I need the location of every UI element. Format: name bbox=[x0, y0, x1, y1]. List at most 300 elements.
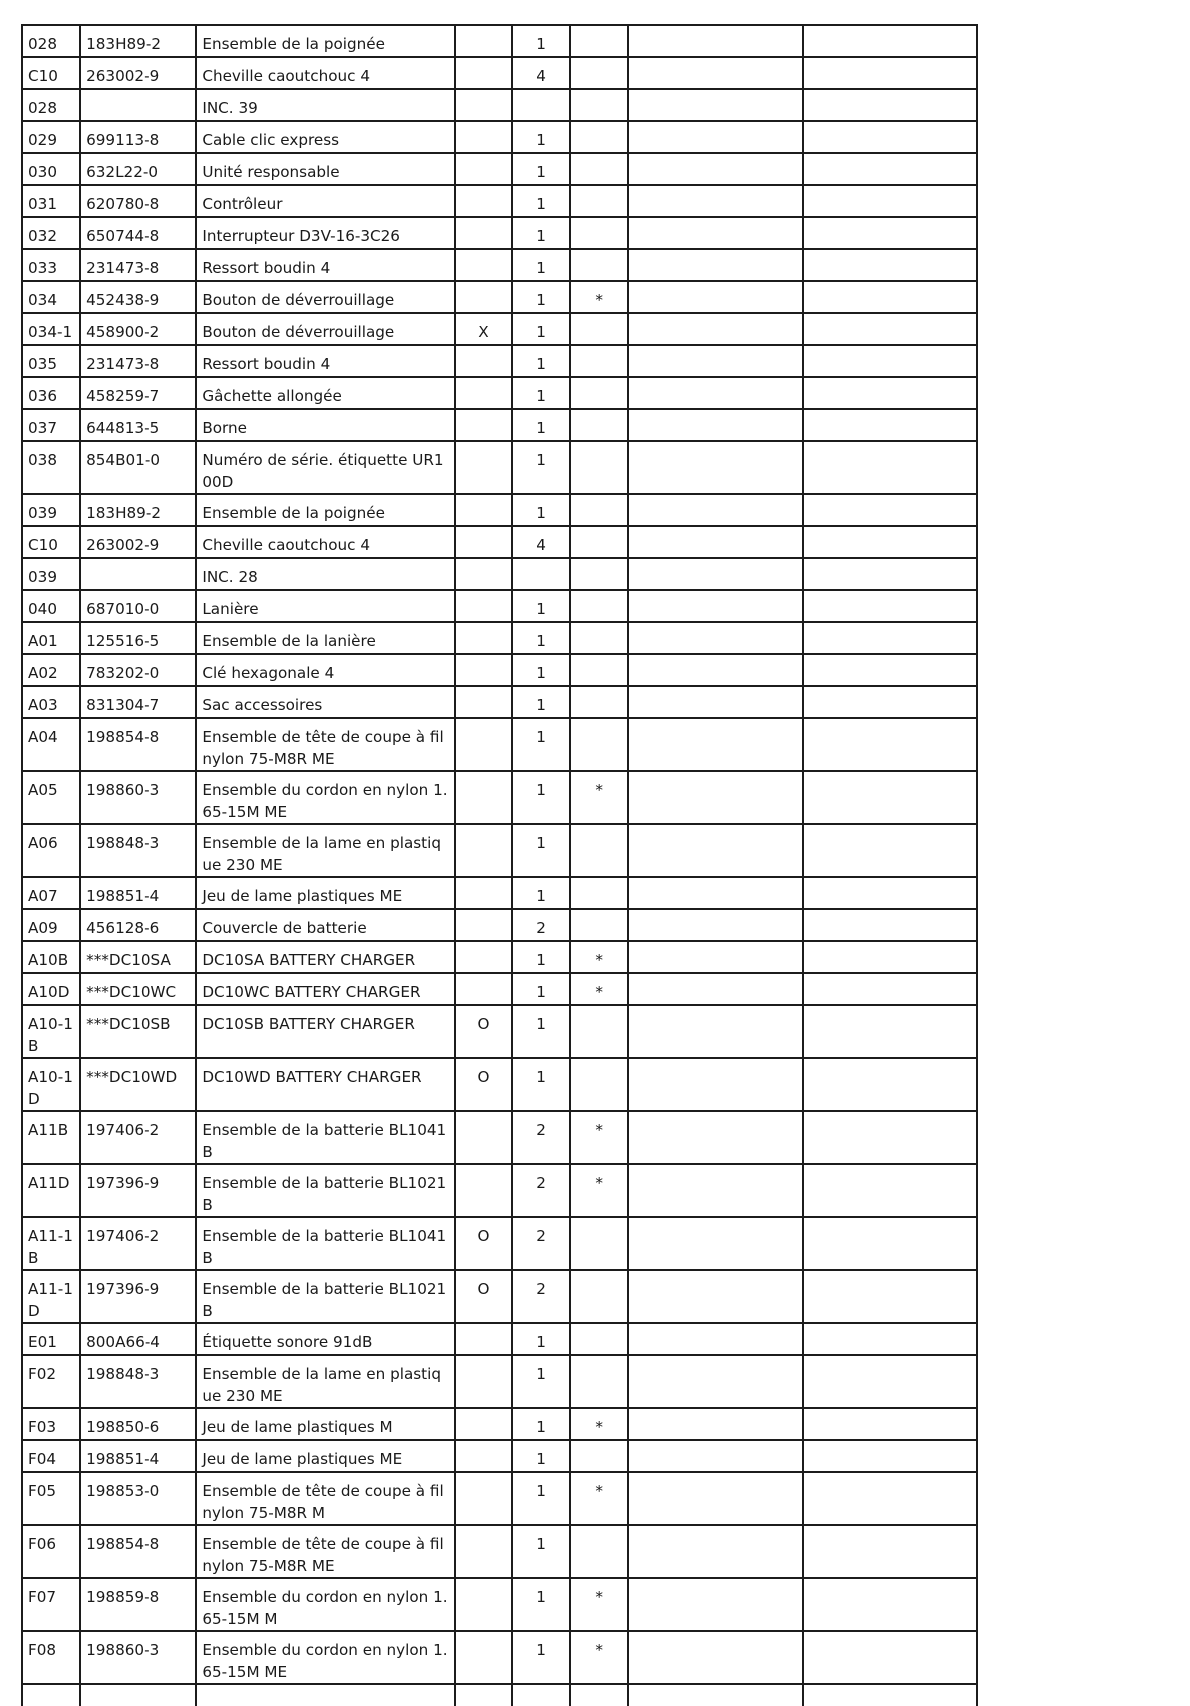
substitution-mark bbox=[455, 558, 512, 590]
part-number: 699113-8 bbox=[80, 121, 196, 153]
blank-cell bbox=[628, 1578, 802, 1631]
blank-cell bbox=[628, 1631, 802, 1684]
part-number: ***DC10WD bbox=[80, 1058, 196, 1111]
part-number bbox=[80, 89, 196, 121]
part-number: 231473-8 bbox=[80, 345, 196, 377]
part-description: Jeu de lame plastiques M bbox=[196, 1408, 455, 1440]
blank-cell bbox=[803, 1323, 977, 1355]
part-description: Ensemble de la lanière bbox=[196, 622, 455, 654]
item-ref: 036 bbox=[22, 377, 80, 409]
blank-cell bbox=[80, 1684, 196, 1706]
part-number: 198850-6 bbox=[80, 1408, 196, 1440]
item-ref: F05 bbox=[22, 1472, 80, 1525]
blank-cell bbox=[628, 281, 802, 313]
blank-cell bbox=[803, 313, 977, 345]
item-ref: E01 bbox=[22, 1323, 80, 1355]
table-row bbox=[22, 1440, 977, 1472]
note-mark bbox=[570, 1440, 628, 1472]
substitution-mark bbox=[455, 1323, 512, 1355]
substitution-mark bbox=[455, 590, 512, 622]
quantity: 1 bbox=[512, 494, 570, 526]
table-row bbox=[22, 654, 977, 686]
note-mark bbox=[570, 909, 628, 941]
substitution-mark bbox=[455, 281, 512, 313]
blank-cell bbox=[803, 941, 977, 973]
part-number: 263002-9 bbox=[80, 57, 196, 89]
table-row bbox=[22, 1525, 977, 1578]
blank-cell bbox=[803, 973, 977, 1005]
note-mark bbox=[570, 121, 628, 153]
part-number: 197396-9 bbox=[80, 1164, 196, 1217]
part-description: Étiquette sonore 91dB bbox=[196, 1323, 455, 1355]
quantity bbox=[512, 89, 570, 121]
part-description: Lanière bbox=[196, 590, 455, 622]
item-ref: A07 bbox=[22, 877, 80, 909]
blank-cell bbox=[628, 622, 802, 654]
blank-cell bbox=[803, 590, 977, 622]
note-mark bbox=[570, 1355, 628, 1408]
table-row bbox=[22, 558, 977, 590]
note-mark: * bbox=[570, 771, 628, 824]
substitution-mark bbox=[455, 1631, 512, 1684]
item-ref: 040 bbox=[22, 590, 80, 622]
blank-cell bbox=[628, 1440, 802, 1472]
table-row bbox=[22, 718, 977, 771]
item-ref: 034 bbox=[22, 281, 80, 313]
quantity: 1 bbox=[512, 1578, 570, 1631]
blank-cell bbox=[628, 313, 802, 345]
quantity: 1 bbox=[512, 1355, 570, 1408]
part-description: Ensemble du cordon en nylon 1.65-15M ME bbox=[196, 1631, 455, 1684]
table-row bbox=[22, 877, 977, 909]
substitution-mark bbox=[455, 654, 512, 686]
substitution-mark bbox=[455, 1525, 512, 1578]
part-description: Interrupteur D3V-16-3C26 bbox=[196, 217, 455, 249]
part-description: Couvercle de batterie bbox=[196, 909, 455, 941]
item-ref: F02 bbox=[22, 1355, 80, 1408]
part-number: 198860-3 bbox=[80, 771, 196, 824]
item-ref: A11D bbox=[22, 1164, 80, 1217]
table-row bbox=[22, 1058, 977, 1111]
quantity: 1 bbox=[512, 185, 570, 217]
blank-cell bbox=[628, 217, 802, 249]
item-ref: 038 bbox=[22, 441, 80, 494]
note-mark: * bbox=[570, 1408, 628, 1440]
substitution-mark bbox=[455, 824, 512, 877]
part-number: 632L22-0 bbox=[80, 153, 196, 185]
blank-cell bbox=[803, 1631, 977, 1684]
part-number: 231473-8 bbox=[80, 249, 196, 281]
blank-cell bbox=[803, 1440, 977, 1472]
blank-cell bbox=[22, 1684, 80, 1706]
blank-cell bbox=[628, 1684, 802, 1706]
part-number: 854B01-0 bbox=[80, 441, 196, 494]
quantity: 1 bbox=[512, 1408, 570, 1440]
table-row bbox=[22, 121, 977, 153]
substitution-mark bbox=[455, 345, 512, 377]
table-row bbox=[22, 25, 977, 57]
note-mark: * bbox=[570, 1164, 628, 1217]
part-description: Jeu de lame plastiques ME bbox=[196, 1440, 455, 1472]
parts-list-page bbox=[21, 24, 978, 1706]
part-number: 263002-9 bbox=[80, 526, 196, 558]
blank-cell bbox=[803, 686, 977, 718]
part-description: Borne bbox=[196, 409, 455, 441]
substitution-mark: O bbox=[455, 1058, 512, 1111]
part-number: 197396-9 bbox=[80, 1270, 196, 1323]
quantity: 1 bbox=[512, 409, 570, 441]
blank-cell bbox=[803, 771, 977, 824]
blank-cell bbox=[803, 824, 977, 877]
item-ref: A06 bbox=[22, 824, 80, 877]
substitution-mark bbox=[455, 622, 512, 654]
quantity: 1 bbox=[512, 281, 570, 313]
note-mark bbox=[570, 686, 628, 718]
blank-cell bbox=[628, 771, 802, 824]
blank-cell bbox=[628, 249, 802, 281]
item-ref: A09 bbox=[22, 909, 80, 941]
part-number: 458259-7 bbox=[80, 377, 196, 409]
table-row bbox=[22, 1111, 977, 1164]
blank-cell bbox=[803, 909, 977, 941]
blank-cell bbox=[803, 1684, 977, 1706]
note-mark bbox=[570, 249, 628, 281]
note-mark bbox=[570, 558, 628, 590]
blank-cell bbox=[628, 1058, 802, 1111]
part-description: Bouton de déverrouillage bbox=[196, 313, 455, 345]
note-mark: * bbox=[570, 281, 628, 313]
substitution-mark bbox=[455, 718, 512, 771]
blank-cell bbox=[628, 1525, 802, 1578]
blank-cell bbox=[628, 558, 802, 590]
quantity: 1 bbox=[512, 877, 570, 909]
item-ref: C10 bbox=[22, 526, 80, 558]
item-ref: A04 bbox=[22, 718, 80, 771]
blank-cell bbox=[628, 590, 802, 622]
note-mark bbox=[570, 153, 628, 185]
part-description: DC10SB BATTERY CHARGER bbox=[196, 1005, 455, 1058]
blank-cell bbox=[455, 1684, 512, 1706]
note-mark bbox=[570, 185, 628, 217]
substitution-mark bbox=[455, 941, 512, 973]
part-description: Jeu de lame plastiques ME bbox=[196, 877, 455, 909]
blank-cell bbox=[803, 1111, 977, 1164]
part-description: Bouton de déverrouillage bbox=[196, 281, 455, 313]
blank-cell bbox=[803, 153, 977, 185]
note-mark bbox=[570, 1058, 628, 1111]
quantity: 2 bbox=[512, 1164, 570, 1217]
item-ref: F04 bbox=[22, 1440, 80, 1472]
part-description: Ensemble de tête de coupe à fil nylon 75-M8R ME bbox=[196, 1525, 455, 1578]
blank-cell bbox=[628, 973, 802, 1005]
table-row bbox=[22, 345, 977, 377]
item-ref: A02 bbox=[22, 654, 80, 686]
note-mark bbox=[570, 1270, 628, 1323]
part-description: Cheville caoutchouc 4 bbox=[196, 526, 455, 558]
quantity: 1 bbox=[512, 25, 570, 57]
parts-table bbox=[21, 24, 978, 1706]
quantity: 2 bbox=[512, 909, 570, 941]
part-description: Unité responsable bbox=[196, 153, 455, 185]
note-mark bbox=[570, 409, 628, 441]
note-mark bbox=[570, 377, 628, 409]
quantity: 1 bbox=[512, 1058, 570, 1111]
part-description: Cable clic express bbox=[196, 121, 455, 153]
quantity: 1 bbox=[512, 771, 570, 824]
table-row bbox=[22, 494, 977, 526]
quantity: 2 bbox=[512, 1111, 570, 1164]
item-ref: 030 bbox=[22, 153, 80, 185]
table-row bbox=[22, 409, 977, 441]
note-mark bbox=[570, 345, 628, 377]
quantity: 1 bbox=[512, 441, 570, 494]
item-ref: 034-1 bbox=[22, 313, 80, 345]
note-mark bbox=[570, 526, 628, 558]
table-row bbox=[22, 1217, 977, 1270]
part-number: 198851-4 bbox=[80, 877, 196, 909]
part-number bbox=[80, 558, 196, 590]
table-row bbox=[22, 377, 977, 409]
part-description: Ensemble de la batterie BL1041B bbox=[196, 1111, 455, 1164]
note-mark bbox=[570, 654, 628, 686]
part-number: 198848-3 bbox=[80, 824, 196, 877]
substitution-mark bbox=[455, 57, 512, 89]
item-ref: 039 bbox=[22, 558, 80, 590]
quantity: 1 bbox=[512, 1005, 570, 1058]
part-number: 452438-9 bbox=[80, 281, 196, 313]
part-number: 687010-0 bbox=[80, 590, 196, 622]
item-ref: F08 bbox=[22, 1631, 80, 1684]
quantity: 1 bbox=[512, 941, 570, 973]
blank-cell bbox=[803, 441, 977, 494]
substitution-mark bbox=[455, 1472, 512, 1525]
note-mark bbox=[570, 89, 628, 121]
note-mark: * bbox=[570, 1578, 628, 1631]
blank-cell bbox=[628, 121, 802, 153]
blank-cell bbox=[628, 345, 802, 377]
part-description: Gâchette allongée bbox=[196, 377, 455, 409]
table-row bbox=[22, 1005, 977, 1058]
blank-cell bbox=[628, 941, 802, 973]
part-number: 183H89-2 bbox=[80, 25, 196, 57]
table-row bbox=[22, 89, 977, 121]
part-description: Ensemble du cordon en nylon 1.65-15M ME bbox=[196, 771, 455, 824]
table-row bbox=[22, 441, 977, 494]
blank-cell bbox=[628, 377, 802, 409]
substitution-mark bbox=[455, 89, 512, 121]
blank-cell bbox=[628, 409, 802, 441]
quantity: 4 bbox=[512, 57, 570, 89]
item-ref: F03 bbox=[22, 1408, 80, 1440]
blank-cell bbox=[628, 1217, 802, 1270]
substitution-mark bbox=[455, 153, 512, 185]
item-ref: A11B bbox=[22, 1111, 80, 1164]
quantity: 1 bbox=[512, 718, 570, 771]
blank-cell bbox=[803, 1472, 977, 1525]
item-ref: A05 bbox=[22, 771, 80, 824]
substitution-mark bbox=[455, 771, 512, 824]
substitution-mark bbox=[455, 1355, 512, 1408]
blank-cell bbox=[628, 1111, 802, 1164]
table-row bbox=[22, 217, 977, 249]
note-mark: * bbox=[570, 1472, 628, 1525]
blank-cell bbox=[803, 377, 977, 409]
part-description: DC10SA BATTERY CHARGER bbox=[196, 941, 455, 973]
blank-cell bbox=[803, 622, 977, 654]
note-mark bbox=[570, 441, 628, 494]
substitution-mark bbox=[455, 909, 512, 941]
substitution-mark bbox=[455, 121, 512, 153]
item-ref: A10B bbox=[22, 941, 80, 973]
table-row bbox=[22, 1472, 977, 1525]
part-number: 456128-6 bbox=[80, 909, 196, 941]
blank-cell bbox=[628, 526, 802, 558]
blank-cell bbox=[628, 185, 802, 217]
blank-cell bbox=[803, 249, 977, 281]
note-mark bbox=[570, 217, 628, 249]
quantity: 1 bbox=[512, 1440, 570, 1472]
blank-cell bbox=[628, 877, 802, 909]
part-number: ***DC10WC bbox=[80, 973, 196, 1005]
table-row bbox=[22, 1355, 977, 1408]
substitution-mark bbox=[455, 377, 512, 409]
table-continuation-row bbox=[22, 1684, 977, 1706]
note-mark bbox=[570, 622, 628, 654]
part-number: 183H89-2 bbox=[80, 494, 196, 526]
part-description: Cheville caoutchouc 4 bbox=[196, 57, 455, 89]
quantity: 4 bbox=[512, 526, 570, 558]
substitution-mark bbox=[455, 441, 512, 494]
blank-cell bbox=[803, 1408, 977, 1440]
quantity: 1 bbox=[512, 313, 570, 345]
note-mark bbox=[570, 1525, 628, 1578]
part-number: 198854-8 bbox=[80, 718, 196, 771]
part-description: Ensemble de la batterie BL1021B bbox=[196, 1270, 455, 1323]
table-row bbox=[22, 57, 977, 89]
table-row bbox=[22, 590, 977, 622]
quantity: 2 bbox=[512, 1217, 570, 1270]
part-number: 198853-0 bbox=[80, 1472, 196, 1525]
substitution-mark bbox=[455, 25, 512, 57]
quantity: 1 bbox=[512, 654, 570, 686]
note-mark bbox=[570, 877, 628, 909]
table-row bbox=[22, 909, 977, 941]
blank-cell bbox=[628, 57, 802, 89]
blank-cell bbox=[803, 281, 977, 313]
substitution-mark bbox=[455, 526, 512, 558]
item-ref: 037 bbox=[22, 409, 80, 441]
table-row bbox=[22, 249, 977, 281]
part-description: Sac accessoires bbox=[196, 686, 455, 718]
note-mark bbox=[570, 824, 628, 877]
item-ref: F07 bbox=[22, 1578, 80, 1631]
table-row bbox=[22, 824, 977, 877]
part-number: 650744-8 bbox=[80, 217, 196, 249]
table-row bbox=[22, 153, 977, 185]
blank-cell bbox=[803, 185, 977, 217]
substitution-mark bbox=[455, 249, 512, 281]
substitution-mark: O bbox=[455, 1217, 512, 1270]
quantity: 1 bbox=[512, 686, 570, 718]
note-mark bbox=[570, 1217, 628, 1270]
blank-cell bbox=[803, 558, 977, 590]
quantity: 1 bbox=[512, 1472, 570, 1525]
part-description: Ensemble du cordon en nylon 1.65-15M M bbox=[196, 1578, 455, 1631]
part-number: ***DC10SA bbox=[80, 941, 196, 973]
blank-cell bbox=[803, 25, 977, 57]
blank-cell bbox=[628, 1323, 802, 1355]
part-description: Clé hexagonale 4 bbox=[196, 654, 455, 686]
part-description: Ensemble de la lame en plastique 230 ME bbox=[196, 824, 455, 877]
quantity: 1 bbox=[512, 377, 570, 409]
part-description: DC10WD BATTERY CHARGER bbox=[196, 1058, 455, 1111]
part-description: Ensemble de la lame en plastique 230 ME bbox=[196, 1355, 455, 1408]
blank-cell bbox=[628, 1355, 802, 1408]
part-description: Ensemble de la batterie BL1021B bbox=[196, 1164, 455, 1217]
part-number: 125516-5 bbox=[80, 622, 196, 654]
blank-cell bbox=[803, 89, 977, 121]
table-row bbox=[22, 1408, 977, 1440]
quantity: 1 bbox=[512, 1323, 570, 1355]
blank-cell bbox=[803, 1578, 977, 1631]
blank-cell bbox=[628, 1270, 802, 1323]
blank-cell bbox=[803, 1217, 977, 1270]
part-number: 197406-2 bbox=[80, 1217, 196, 1270]
blank-cell bbox=[628, 718, 802, 771]
blank-cell bbox=[628, 1164, 802, 1217]
table-row bbox=[22, 771, 977, 824]
note-mark: * bbox=[570, 941, 628, 973]
quantity: 1 bbox=[512, 217, 570, 249]
blank-cell bbox=[628, 25, 802, 57]
item-ref: C10 bbox=[22, 57, 80, 89]
item-ref: A10-1D bbox=[22, 1058, 80, 1111]
part-number: 198860-3 bbox=[80, 1631, 196, 1684]
table-row bbox=[22, 313, 977, 345]
blank-cell bbox=[803, 345, 977, 377]
substitution-mark bbox=[455, 877, 512, 909]
item-ref: F06 bbox=[22, 1525, 80, 1578]
substitution-mark bbox=[455, 1408, 512, 1440]
blank-cell bbox=[803, 1270, 977, 1323]
note-mark bbox=[570, 25, 628, 57]
blank-cell bbox=[628, 686, 802, 718]
quantity bbox=[512, 558, 570, 590]
substitution-mark: O bbox=[455, 1005, 512, 1058]
quantity: 1 bbox=[512, 973, 570, 1005]
part-description: Ensemble de la poignée bbox=[196, 25, 455, 57]
blank-cell bbox=[628, 1005, 802, 1058]
substitution-mark bbox=[455, 973, 512, 1005]
blank-cell bbox=[628, 494, 802, 526]
item-ref: 039 bbox=[22, 494, 80, 526]
item-ref: 035 bbox=[22, 345, 80, 377]
blank-cell bbox=[803, 409, 977, 441]
part-description: Numéro de série. étiquette UR100D bbox=[196, 441, 455, 494]
note-mark bbox=[570, 590, 628, 622]
blank-cell bbox=[628, 1408, 802, 1440]
item-ref: A03 bbox=[22, 686, 80, 718]
substitution-mark: X bbox=[455, 313, 512, 345]
quantity: 1 bbox=[512, 1525, 570, 1578]
part-description: Ressort boudin 4 bbox=[196, 249, 455, 281]
blank-cell bbox=[803, 494, 977, 526]
part-description: INC. 39 bbox=[196, 89, 455, 121]
substitution-mark bbox=[455, 1111, 512, 1164]
substitution-mark bbox=[455, 217, 512, 249]
quantity: 1 bbox=[512, 622, 570, 654]
part-description: Ensemble de la poignée bbox=[196, 494, 455, 526]
